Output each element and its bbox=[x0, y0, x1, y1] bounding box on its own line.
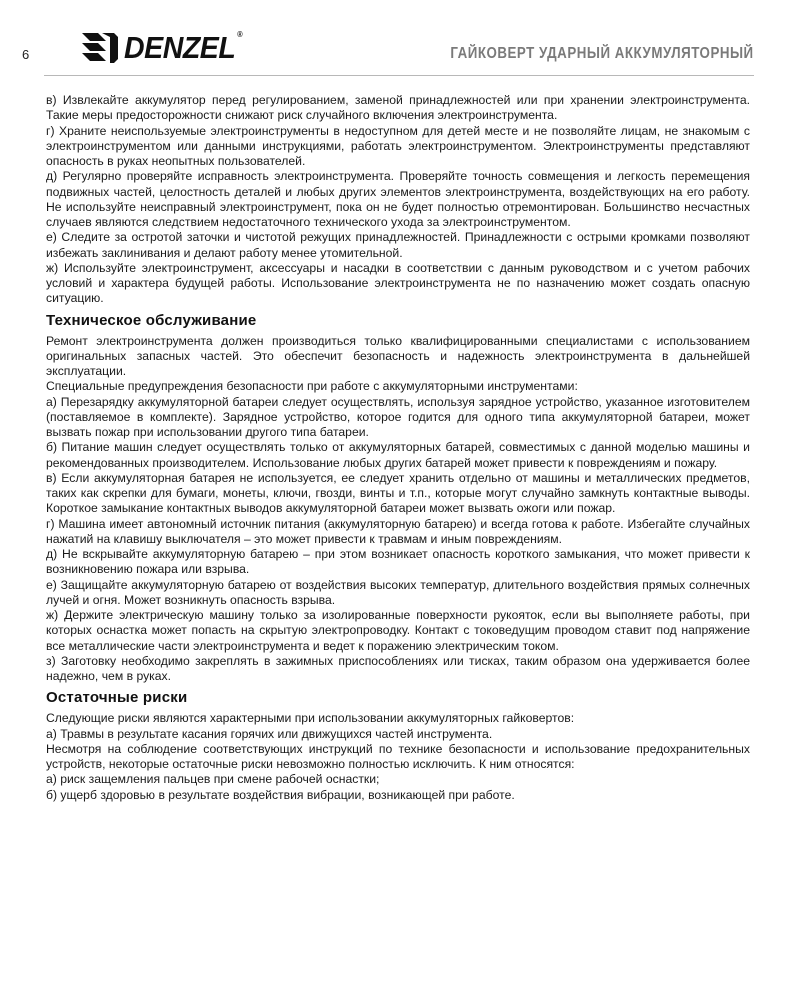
residual-risks-paragraph: а) риск защемления пальцев при смене рабочей оснастки; bbox=[46, 772, 380, 787]
maintenance-paragraph: в) Если аккумуляторная батарея не используется, ее следует хранить отдельно от машины и металлических предметов, таких как скрепки для бумаги, монеты, ключи, гвозди, винты и т.п., которые могут случайно замкнуть контактные выводы. Короткое замыкание контактных выводов аккумуляторной батареи может вызвать ожоги или пожар. bbox=[46, 470, 750, 516]
denzel-emblem-icon bbox=[80, 31, 120, 65]
residual-risks-paragraph: Следующие риски являются характерными при использовании аккумуляторных гайковертов: bbox=[46, 711, 575, 726]
maintenance-paragraph: г) Машина имеет автономный источник питания (аккумуляторную батарею) и всегда готова к работе. Избегайте случайных нажатий на клавишу выключателя – это может привести к травмам и иным повреждениям. bbox=[46, 516, 750, 546]
maintenance-paragraph: з) Заготовку необходимо закреплять в зажимных приспособлениях или тисках, таким образом она удерживается более надежно, чем в руках. bbox=[46, 653, 750, 683]
residual-risks-heading: Остаточные риски bbox=[46, 689, 188, 707]
page-content bbox=[46, 93, 750, 803]
maintenance-paragraph: д) Не вскрывайте аккумуляторную батарею – при этом возникает опасность короткого замыкания, что может привести к возникновению пожара или взрыва. bbox=[46, 547, 750, 577]
intro-item: ж) Используйте электроинструмент, аксессуары и насадки в соответствии с данным руководством и с учетом рабочих условий и характера будущей работы. Использование электроинструмента не по назначению может создать опасную ситуацию. bbox=[46, 260, 750, 306]
brand-name: DENZEL ® bbox=[124, 30, 243, 65]
intro-item: г) Храните неиспользуемые электроинструменты в недоступном для детей месте и не позволяйте лицам, не знакомым с электроинструментом или данными инструкциями, работать электроинструментом. Электроинструменты представляют опасность в руках неопытных пользователей. bbox=[46, 123, 750, 168]
maintenance-heading: Техническое обслуживание bbox=[46, 311, 257, 329]
maintenance-paragraph: е) Защищайте аккумуляторную батарею от воздействия высоких температур, длительного воздействия прямых солнечных лучей и огня. Может возникнуть опасность взрыва. bbox=[46, 577, 750, 607]
residual-risks-paragraph: а) Травмы в результате касания горячих или движущихся частей инструмента. bbox=[46, 726, 493, 741]
maintenance-paragraph: ж) Держите электрическую машину только за изолированные поверхности рукояток, если вы выполняете работы, при которых оснастка может попасть на скрытую электропроводку. Контакт с токоведущим проводом ставит под напряжение все металлические части электроинструмента и ведет к поражению электрическим током. bbox=[46, 608, 750, 653]
brand-logo bbox=[80, 30, 252, 66]
maintenance-paragraph: Ремонт электроинструмента должен производиться только квалифицированными специалистами с использованием оригинальных запасных частей. Это обеспечит безопасность и надежность электроинструмента в дальнейшей эксплуатации. bbox=[46, 333, 750, 378]
residual-risks-paragraph: б) ущерб здоровью в результате воздействия вибрации, возникающей при работе. bbox=[46, 787, 515, 802]
maintenance-paragraph: а) Перезарядку аккумуляторной батареи следует осуществлять, используя зарядное устройство, указанное изготовителем (поставляемое в комплекте). Зарядное устройство, которое годится для одного типа аккумуляторной батареи, может вызвать пожар при использовании другого типа батареи. bbox=[46, 394, 750, 439]
intro-item: е) Следите за остротой заточки и чистотой режущих принадлежностей. Принадлежности с острыми кромками позволяют избежать заклинивания и делают работу менее утомительной. bbox=[46, 230, 750, 260]
header-divider bbox=[44, 75, 754, 76]
intro-item: в) Извлекайте аккумулятор перед регулированием, заменой принадлежностей или при хранении электроинструмента. Такие меры предосторожности снижают риск случайного включения электроинструмента. bbox=[46, 93, 750, 123]
document-title: ГАЙКОВЕРТ УДАРНЫЙ АККУМУЛЯТОРНЫЙ bbox=[450, 45, 754, 62]
page-number: 6 bbox=[22, 47, 30, 62]
intro-item: д) Регулярно проверяйте исправность электроинструмента. Проверяйте точность совмещения и легкость перемещения подвижных частей, целостность деталей и любых других элементов электроинструмента, воздействующих на его работу. Не используйте неисправный электроинструмент, пока он не будет полностью отремонтирован. Большинство несчастных случаев являются следствием недостаточного технического ухода за электроинструментом. bbox=[46, 169, 750, 229]
maintenance-paragraph: Специальные предупреждения безопасности при работе с аккумуляторными инструментами: bbox=[46, 379, 578, 394]
maintenance-paragraph: б) Питание машин следует осуществлять только от аккумуляторных батарей, совместимых с данной моделью машины и рекомендованных производителем. Использование любых других батарей может привести к повреждениям и пожару. bbox=[46, 440, 750, 470]
residual-risks-paragraph: Несмотря на соблюдение соответствующих инструкций по технике безопасности и использование предохранительных устройств, некоторые остаточные риски невозможно полностью исключить. К ним относятся: bbox=[46, 741, 750, 771]
